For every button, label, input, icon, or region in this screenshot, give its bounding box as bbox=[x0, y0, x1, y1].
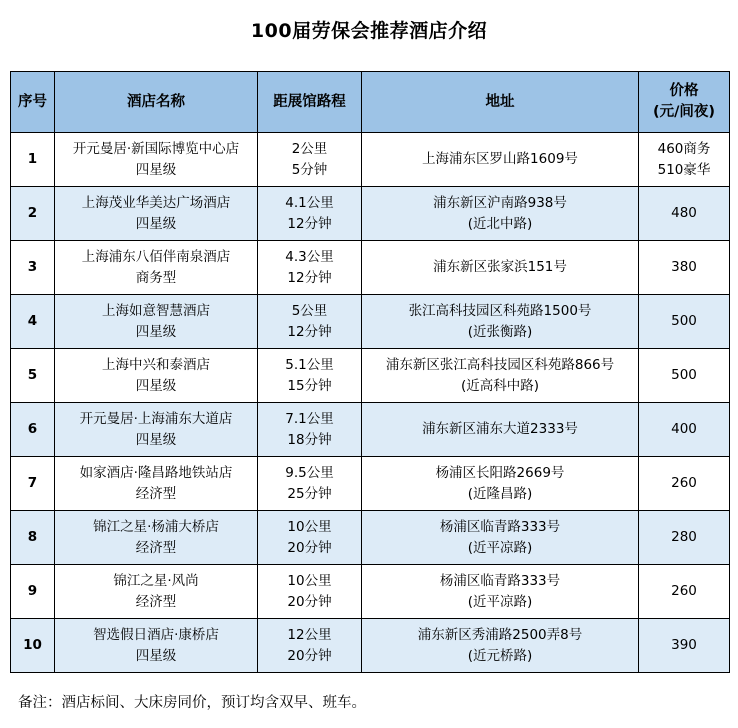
price: 480 bbox=[671, 205, 697, 221]
address-cell bbox=[362, 403, 639, 457]
row-index: 7 bbox=[11, 457, 55, 511]
price: 390 bbox=[671, 637, 697, 653]
address: 杨浦区长阳路2669号 bbox=[435, 464, 565, 481]
hotel-name-cell bbox=[55, 403, 258, 457]
distance-km: 5.1公里 bbox=[285, 356, 334, 373]
hotel-name-cell bbox=[55, 619, 258, 673]
header-row bbox=[11, 72, 730, 133]
hotel-grade: 经济型 bbox=[135, 485, 177, 502]
distance-cell bbox=[258, 295, 362, 349]
hotel-grade: 四星级 bbox=[135, 215, 177, 232]
hotel-name-cell bbox=[55, 133, 258, 187]
address: 浦东新区沪南路938号 bbox=[433, 194, 567, 211]
address-note: (近隆昌路) bbox=[467, 485, 533, 502]
address: 浦东新区张江高科技园区科苑路866号 bbox=[385, 356, 615, 373]
address: 张江高科技园区科苑路1500号 bbox=[408, 302, 592, 319]
hotel-name: 上海中兴和泰酒店 bbox=[102, 356, 210, 373]
distance-cell bbox=[258, 241, 362, 295]
address-note: (近平凉路) bbox=[467, 539, 533, 556]
price-cell bbox=[639, 133, 730, 187]
table-row bbox=[11, 565, 730, 619]
price-cell bbox=[639, 565, 730, 619]
distance-cell bbox=[258, 565, 362, 619]
hotel-grade: 四星级 bbox=[135, 161, 177, 178]
price-cell bbox=[639, 241, 730, 295]
distance-cell bbox=[258, 511, 362, 565]
address-cell bbox=[362, 565, 639, 619]
hotel-name: 锦江之星·杨浦大桥店 bbox=[93, 518, 219, 535]
row-index: 9 bbox=[11, 565, 55, 619]
header-price-line2: (元/间夜) bbox=[652, 104, 716, 120]
distance-km: 9.5公里 bbox=[285, 464, 334, 481]
hotel-name: 上海茂业华美达广场酒店 bbox=[81, 194, 231, 211]
header-name: 酒店名称 bbox=[55, 72, 258, 133]
hotel-grade: 四星级 bbox=[135, 431, 177, 448]
distance-km: 7.1公里 bbox=[285, 410, 334, 427]
address-cell bbox=[362, 295, 639, 349]
row-index: 6 bbox=[11, 403, 55, 457]
distance-km: 10公里 bbox=[287, 518, 332, 535]
price-cell bbox=[639, 187, 730, 241]
price: 260 bbox=[671, 475, 697, 491]
table-row bbox=[11, 295, 730, 349]
address-note: (近北中路) bbox=[467, 215, 533, 232]
address: 上海浦东区罗山路1609号 bbox=[422, 151, 578, 167]
hotel-table bbox=[10, 71, 730, 673]
hotel-name-cell bbox=[55, 295, 258, 349]
distance-cell bbox=[258, 133, 362, 187]
price-cell bbox=[639, 511, 730, 565]
address-cell bbox=[362, 511, 639, 565]
distance-time: 12分钟 bbox=[287, 323, 332, 340]
hotel-name: 上海如意智慧酒店 bbox=[102, 302, 210, 319]
distance-cell bbox=[258, 187, 362, 241]
price-cell bbox=[639, 295, 730, 349]
price: 500 bbox=[671, 367, 697, 383]
distance-time: 12分钟 bbox=[287, 215, 332, 232]
address: 杨浦区临青路333号 bbox=[439, 518, 561, 535]
header-address: 地址 bbox=[362, 72, 639, 133]
distance-time: 25分钟 bbox=[287, 485, 332, 502]
distance-cell bbox=[258, 403, 362, 457]
address-cell bbox=[362, 133, 639, 187]
row-index: 10 bbox=[11, 619, 55, 673]
address: 浦东新区秀浦路2500弄8号 bbox=[417, 626, 583, 643]
distance-km: 12公里 bbox=[287, 626, 332, 643]
hotel-grade: 经济型 bbox=[135, 539, 177, 556]
row-index: 5 bbox=[11, 349, 55, 403]
address-cell bbox=[362, 349, 639, 403]
price-cell bbox=[639, 457, 730, 511]
footnote: 备注：酒店标间、大床房同价，预订均含双早、班车。 bbox=[18, 695, 366, 711]
table-row bbox=[11, 241, 730, 295]
address-cell bbox=[362, 457, 639, 511]
address-cell bbox=[362, 187, 639, 241]
table-row bbox=[11, 349, 730, 403]
distance-km: 2公里 bbox=[291, 140, 328, 157]
distance-cell bbox=[258, 619, 362, 673]
price: 500 bbox=[671, 313, 697, 329]
distance-km: 4.3公里 bbox=[285, 248, 334, 265]
distance-time: 20分钟 bbox=[287, 647, 332, 664]
table-row bbox=[11, 457, 730, 511]
hotel-grade: 四星级 bbox=[135, 647, 177, 664]
distance-km: 5公里 bbox=[291, 302, 328, 319]
address-note: (近平凉路) bbox=[467, 593, 533, 610]
price-cell bbox=[639, 403, 730, 457]
header-price-line1: 价格 bbox=[669, 83, 699, 99]
address-cell bbox=[362, 619, 639, 673]
table-row bbox=[11, 619, 730, 673]
hotel-grade: 经济型 bbox=[135, 593, 177, 610]
row-index: 3 bbox=[11, 241, 55, 295]
row-index: 8 bbox=[11, 511, 55, 565]
row-index: 4 bbox=[11, 295, 55, 349]
distance-time: 20分钟 bbox=[287, 539, 332, 556]
table-row bbox=[11, 187, 730, 241]
distance-cell bbox=[258, 457, 362, 511]
hotel-grade: 商务型 bbox=[135, 269, 177, 286]
address: 杨浦区临青路333号 bbox=[439, 572, 561, 589]
distance-time: 12分钟 bbox=[287, 269, 332, 286]
hotel-name-cell bbox=[55, 565, 258, 619]
table-row bbox=[11, 403, 730, 457]
hotel-name-cell bbox=[55, 349, 258, 403]
header-price bbox=[639, 72, 730, 133]
page-title: 100届劳保会推荐酒店介绍 bbox=[250, 20, 488, 42]
hotel-name: 开元曼居·上海浦东大道店 bbox=[79, 410, 233, 427]
price-cell bbox=[639, 349, 730, 403]
price: 280 bbox=[671, 529, 697, 545]
hotel-name-cell bbox=[55, 241, 258, 295]
distance-km: 4.1公里 bbox=[285, 194, 334, 211]
hotel-name-cell bbox=[55, 457, 258, 511]
price: 400 bbox=[671, 421, 697, 437]
distance-time: 18分钟 bbox=[287, 431, 332, 448]
address-note: (近张衡路) bbox=[467, 323, 533, 340]
header-distance: 距展馆路程 bbox=[258, 72, 362, 133]
address: 浦东新区张家浜151号 bbox=[433, 259, 567, 275]
price: 460商务 bbox=[657, 140, 711, 157]
table-row bbox=[11, 133, 730, 187]
header-index: 序号 bbox=[11, 72, 55, 133]
distance-time: 20分钟 bbox=[287, 593, 332, 610]
distance-km: 10公里 bbox=[287, 572, 332, 589]
address-note: (近元桥路) bbox=[467, 647, 533, 664]
price-secondary: 510豪华 bbox=[657, 161, 711, 178]
hotel-name-cell bbox=[55, 187, 258, 241]
price: 260 bbox=[671, 583, 697, 599]
hotel-name: 上海浦东八佰伴南泉酒店 bbox=[81, 248, 231, 265]
hotel-name: 如家酒店·隆昌路地铁站店 bbox=[79, 464, 233, 481]
hotel-name: 开元曼居·新国际博览中心店 bbox=[72, 140, 240, 157]
hotel-name: 智选假日酒店·康桥店 bbox=[93, 626, 219, 643]
address-cell bbox=[362, 241, 639, 295]
price: 380 bbox=[671, 259, 697, 275]
row-index: 2 bbox=[11, 187, 55, 241]
row-index: 1 bbox=[11, 133, 55, 187]
hotel-name-cell bbox=[55, 511, 258, 565]
table-row bbox=[11, 511, 730, 565]
price-cell bbox=[639, 619, 730, 673]
hotel-grade: 四星级 bbox=[135, 377, 177, 394]
distance-time: 15分钟 bbox=[287, 377, 332, 394]
distance-cell bbox=[258, 349, 362, 403]
distance-time: 5分钟 bbox=[291, 161, 328, 178]
hotel-grade: 四星级 bbox=[135, 323, 177, 340]
hotel-name: 锦江之星·风尚 bbox=[113, 572, 199, 589]
address-note: (近高科中路) bbox=[460, 377, 540, 394]
address: 浦东新区浦东大道2333号 bbox=[422, 421, 578, 437]
